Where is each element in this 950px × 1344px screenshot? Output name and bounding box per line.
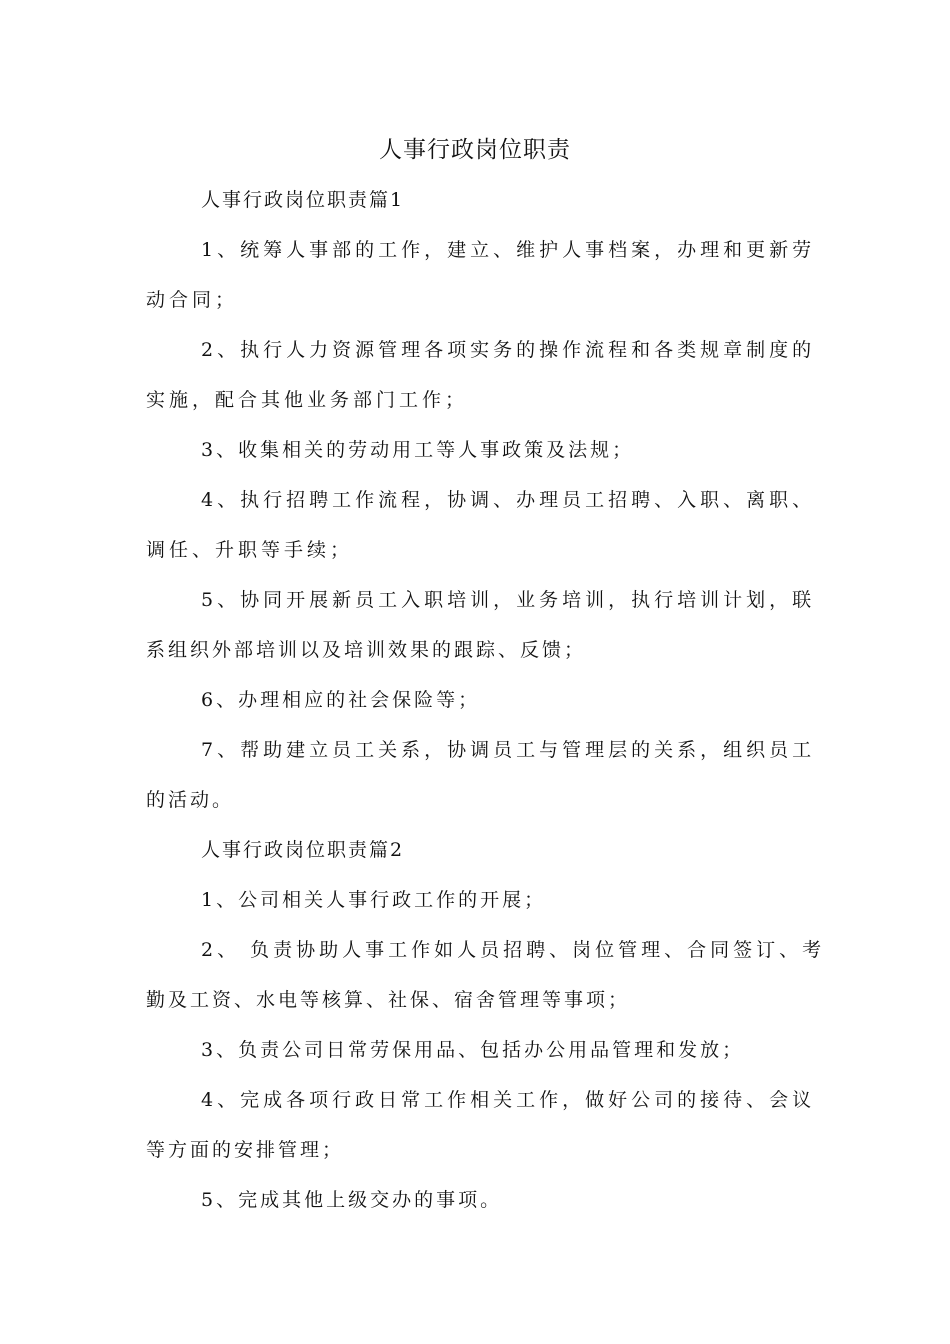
section2-item5-line1: 5、完成其他上级交办的事项。 — [201, 1189, 503, 1211]
section2-item4-line2: 等方面的安排管理； — [146, 1139, 345, 1161]
section1-item4-line2: 调任、升职等手续； — [146, 539, 354, 561]
section1-item2-line2: 实施，配合其他业务部门工作； — [146, 389, 469, 411]
section1-item1-line2: 动合同； — [146, 289, 239, 311]
section1-item5-line2: 系组织外部培训以及培训效果的跟踪、反馈； — [146, 639, 587, 661]
section1-item1-line1: 1、统筹人事部的工作，建立、维护人事档案，办理和更新劳 — [201, 239, 816, 261]
section2-item2-line1: 2、 负责协助人事工作如人员招聘、岗位管理、合同签订、考 — [201, 939, 826, 961]
section1-item4-line1: 4、执行招聘工作流程，协调、办理员工招聘、入职、离职、 — [201, 489, 816, 511]
section1-heading: 人事行政岗位职责篇1 — [201, 189, 405, 211]
section1-item6-line1: 6、办理相应的社会保险等； — [201, 689, 481, 711]
section2-heading: 人事行政岗位职责篇2 — [201, 839, 405, 861]
section2-item1-line1: 1、公司相关人事行政工作的开展； — [201, 889, 547, 911]
section1-item5-line1: 5、协同开展新员工入职培训，业务培训，执行培训计划，联 — [201, 589, 816, 611]
section2-item4-line1: 4、完成各项行政日常工作相关工作，做好公司的接待、会议 — [201, 1089, 816, 1111]
section1-item3-line1: 3、收集相关的劳动用工等人事政策及法规； — [201, 439, 635, 461]
section2-item3-line1: 3、负责公司日常劳保用品、包括办公用品管理和发放； — [201, 1039, 745, 1061]
section1-item7-line2: 的活动。 — [146, 789, 235, 811]
section2-item2-line2: 勤及工资、水电等核算、社保、宿舍管理等事项； — [146, 989, 631, 1011]
page-title: 人事行政岗位职责 — [379, 137, 571, 163]
section1-item2-line1: 2、执行人力资源管理各项实务的操作流程和各类规章制度的 — [201, 339, 816, 361]
section1-item7-line1: 7、帮助建立员工关系，协调员工与管理层的关系，组织员工 — [201, 739, 816, 761]
